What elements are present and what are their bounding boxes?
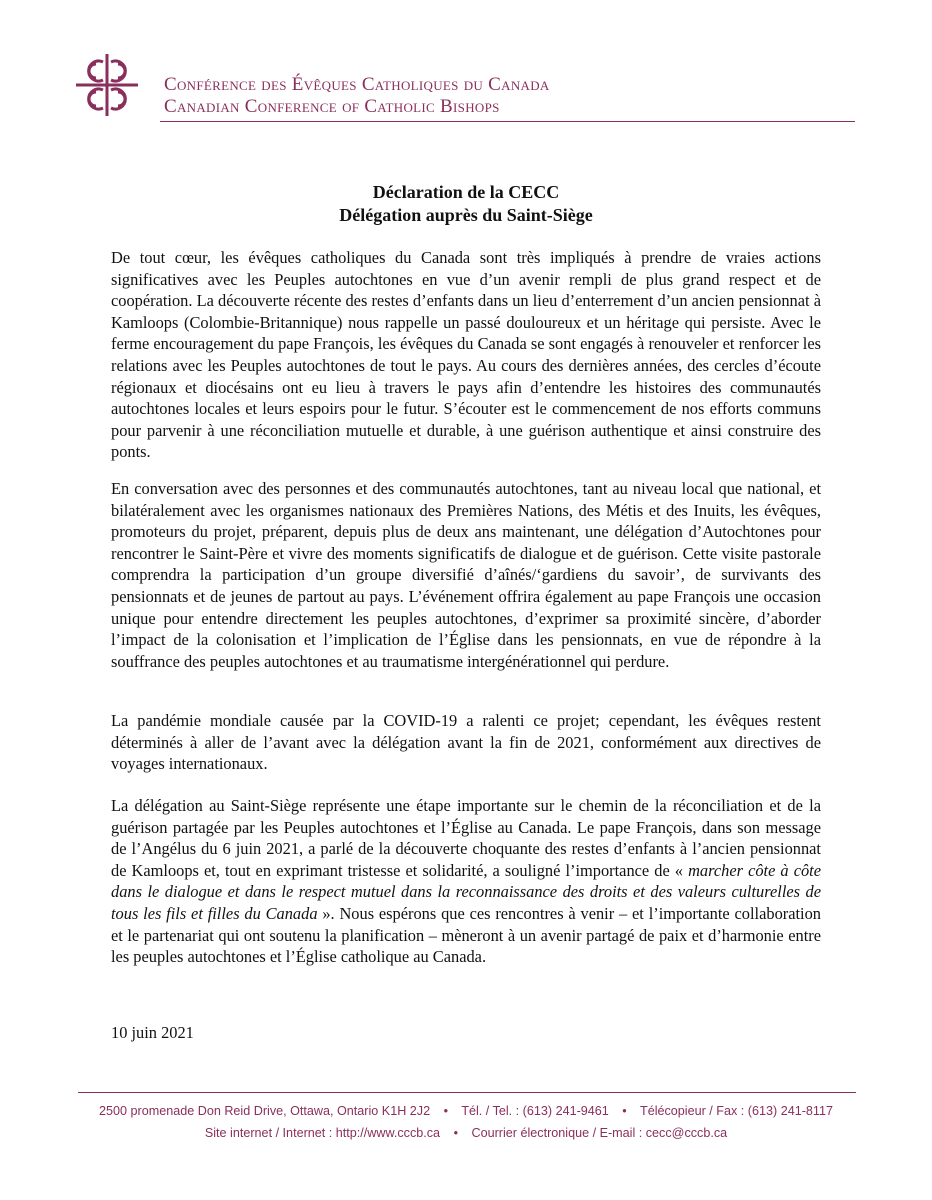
footer-telephone: Tél. / Tel. : (613) 241-9461 (461, 1104, 609, 1118)
footer-contact-line-1 (0, 1104, 932, 1118)
document-date: 10 juin 2021 (111, 1023, 194, 1042)
letterhead (74, 52, 856, 124)
paragraph-4 (111, 795, 821, 968)
footer-email[interactable]: Courrier électronique / E-mail : cecc@cccb.ca (471, 1126, 728, 1140)
header-divider (160, 121, 855, 122)
footer-bullet: • (453, 1126, 458, 1140)
paragraph-4-part-a: La délégation au Saint-Siège représente une étape importante sur le chemin de la réconciliation et de la guérison partagée par les Peuples autochtones et l’Église au Canada. Le pape François, dans son message de l’Angélus du 6 juin 2021, a parlé de la découverte choquante des restes d’enfants à l’ancien pensionnat de Kamloops et, tout en exprimant tristesse et solidarité, a souligné l’importance de « (111, 796, 821, 880)
footer-contact-line-2 (0, 1126, 932, 1140)
footer-bullet: • (443, 1104, 449, 1118)
paragraph-1: De tout cœur, les évêques catholiques du Canada sont très impliqués à prendre de vraies actions significatives avec les Peuples autochtones en vue d’un avenir rempli de plus grand respect et de coopération. La découverte récente des restes d’enfants dans un lieu d’enterrement d’un ancien pensionnat à Kamloops (Colombie-Britannique) nous rappelle un passé douloureux et un héritage qui persiste. Avec le ferme encouragement du pape François, les évêques du Canada se sont engagés à renouveler et renforcer les relations avec les Peuples autochtones de tout le pays. Au cours des dernières années, des cercles d’écoute régionaux et diocésains ont eu lieu à travers le pays afin d’entendre les histoires des communautés autochtones locales et leurs espoirs pour le futur. S’écouter est le commencement de nos efforts communs pour parvenir à une réconciliation mutuelle et durable, à une guérison authentique et ainsi construire des ponts. (111, 248, 821, 462)
org-name-french: Conférence des Évêques Catholiques du Canada (164, 74, 550, 95)
declaration-subtitle: Délégation auprès du Saint-Siège (339, 205, 593, 225)
footer-website[interactable]: Site internet / Internet : http://www.cccb.ca (204, 1126, 441, 1140)
pope-quote: marcher côte à côte dans le dialogue et dans le respect mutuel dans la reconnaissance des droits et des valeurs culturelles de tous les fils et filles du Canada (111, 860, 821, 923)
declaration-title: Déclaration de la CECC (372, 182, 560, 202)
paragraph-3: La pandémie mondiale causée par la COVID-19 a ralenti ce projet; cependant, les évêques restent déterminés à aller de l’avant avec la délégation avant la fin de 2021, conformément aux directives de voyages internationaux. (111, 711, 821, 774)
paragraph-4-part-b: ». Nous espérons que ces rencontres à venir – et l’importante collaboration et le partenariat qui ont soutenu la planification – mèneront à un avenir partagé de paix et d’harmonie entre les peuples autochtones et l’Église catholique au Canada. (111, 903, 822, 967)
footer-bullet: • (622, 1104, 627, 1118)
org-name-english: Canadian Conference of Catholic Bishops (164, 96, 500, 117)
cccb-cross-logo-icon (74, 52, 140, 118)
paragraph-2: En conversation avec des personnes et des communautés autochtones, tant au niveau local que national, et bilatéralement avec les organismes nationaux des Premières Nations, des Métis et des Inuits, les évêques, promoteurs du projet, préparent, depuis plus de deux ans maintenant, une délégation d’Autochtones pour rencontrer le Saint-Père et vivre des moments significatifs de dialogue et de guérison. Cette visite pastorale comprendra la participation d’un groupe diversifié d’aînés/‘gardiens du savoir’, de survivants des pensionnats et de jeunes de partout au pays. L’événement offrira également au pape François une occasion unique pour entendre directement les peuples autochtones, d’exprimer sa proximité sincère, d’aborder l’impact de la colonisation et l’implication de l’Église dans les pensionnats, en vue de répondre à la souffrance des peuples autochtones et au traumatisme intergénérationnel qui perdure. (111, 479, 821, 671)
footer-fax: Télécopieur / Fax : (613) 241-8117 (640, 1104, 833, 1118)
footer-address: 2500 promenade Don Reid Drive, Ottawa, Ontario K1H 2J2 (99, 1104, 431, 1118)
footer-divider (78, 1092, 856, 1093)
